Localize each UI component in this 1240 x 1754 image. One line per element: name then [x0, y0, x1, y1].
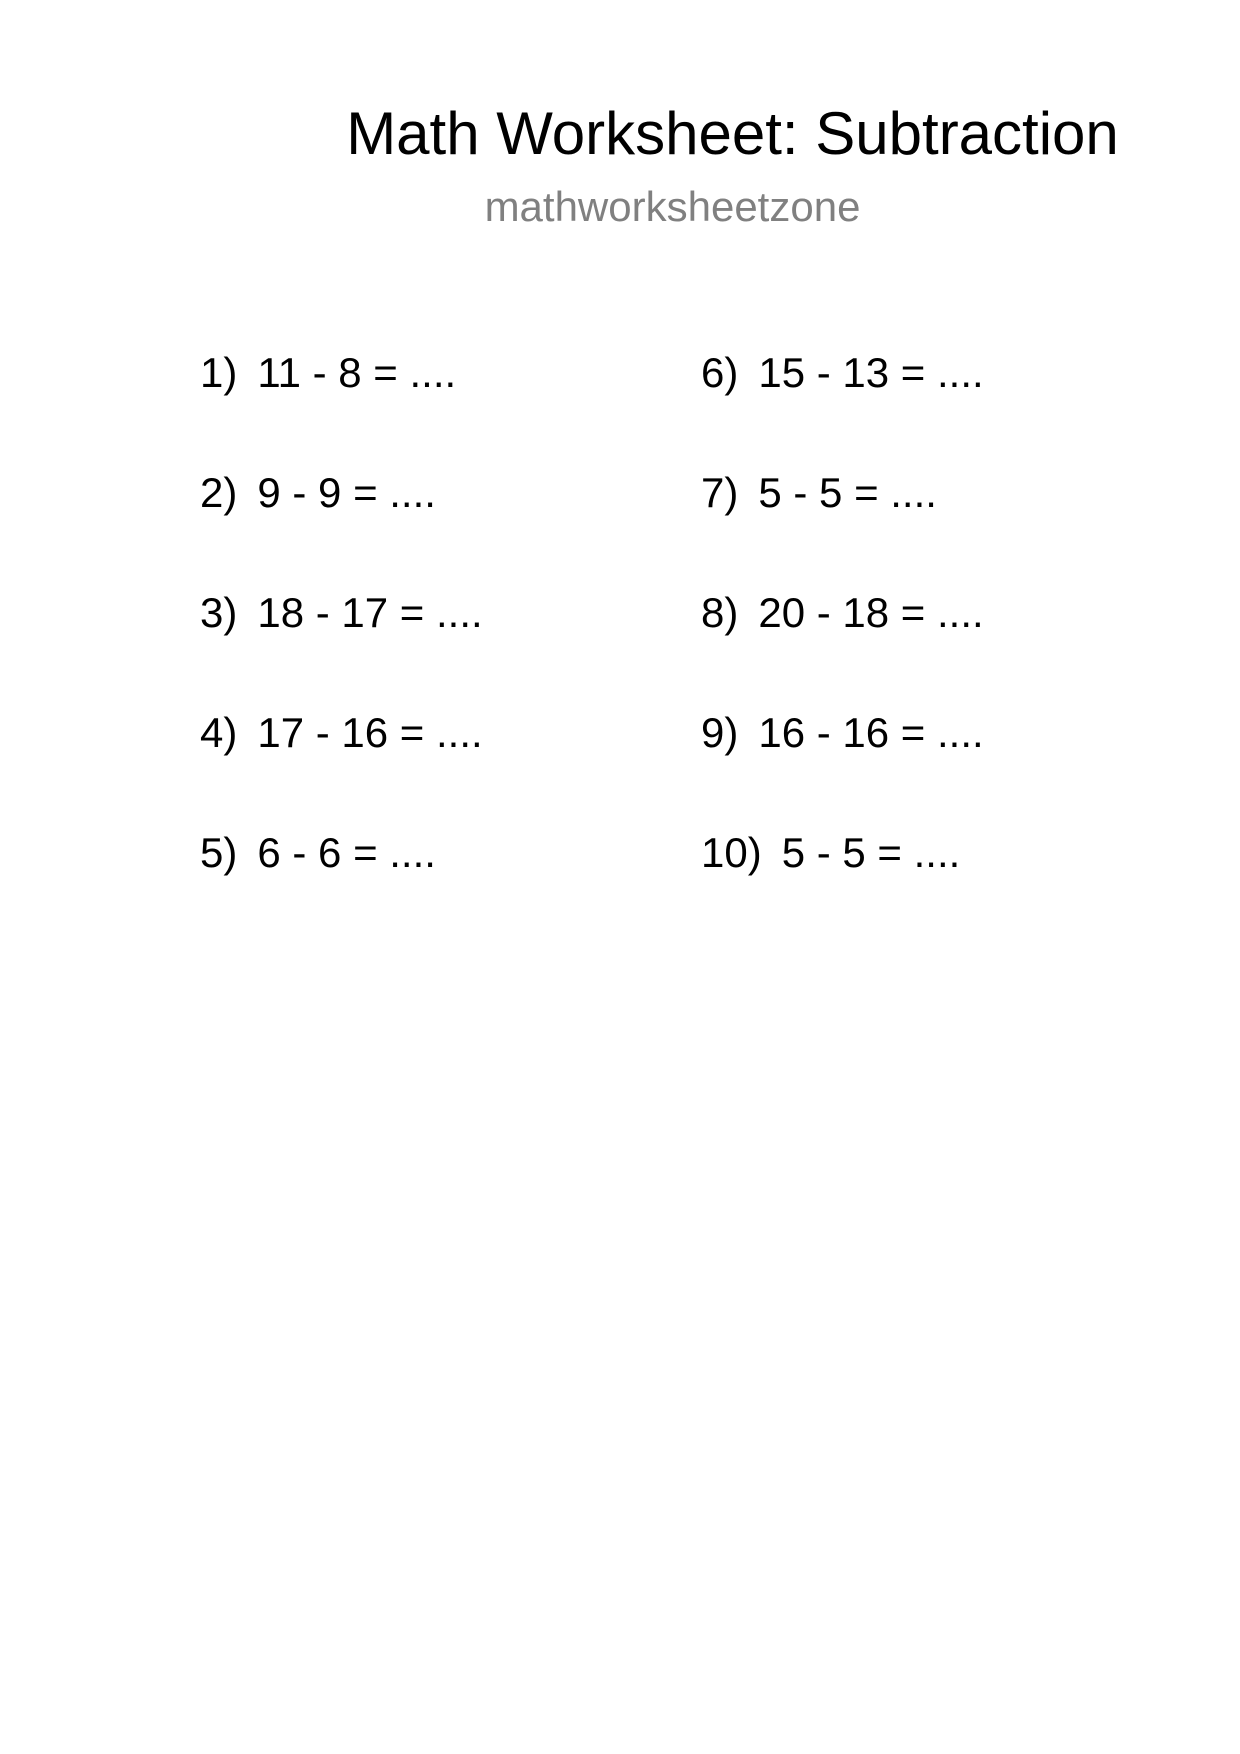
problem-number: 7) [701, 469, 739, 516]
problem-column-right [701, 348, 984, 948]
problem-expression: 16 - 16 = .... [758, 709, 984, 756]
problem-item [701, 828, 984, 948]
problem-item [200, 708, 483, 828]
problem-number: 10) [701, 829, 762, 876]
problem-expression: 11 - 8 = .... [257, 349, 457, 396]
problem-number: 4) [200, 709, 238, 756]
problem-number: 1) [200, 349, 238, 396]
page-title: Math Worksheet: Subtraction [346, 100, 1119, 167]
problem-expression: 17 - 16 = .... [257, 709, 483, 756]
problem-number: 5) [200, 829, 238, 876]
problem-item [200, 588, 483, 708]
problem-expression: 6 - 6 = .... [257, 829, 436, 876]
problem-number: 8) [701, 589, 739, 636]
problem-number: 9) [701, 709, 739, 756]
problem-item [701, 348, 984, 468]
problem-expression: 5 - 5 = .... [781, 829, 961, 876]
problem-expression: 15 - 13 = .... [758, 349, 984, 396]
problem-item [200, 348, 483, 468]
problem-number: 6) [701, 349, 739, 396]
problem-item [200, 828, 483, 948]
problem-column-left [200, 348, 483, 948]
problem-number: 2) [200, 469, 238, 516]
problem-item [701, 708, 984, 828]
problem-expression: 18 - 17 = .... [257, 589, 483, 636]
page-subtitle: mathworksheetzone [484, 183, 861, 230]
problem-expression: 20 - 18 = .... [758, 589, 984, 636]
problem-number: 3) [200, 589, 238, 636]
problem-item [701, 588, 984, 708]
problem-expression: 5 - 5 = .... [758, 469, 937, 516]
problem-item [701, 468, 984, 588]
problem-expression: 9 - 9 = .... [257, 469, 436, 516]
problem-item [200, 468, 483, 588]
